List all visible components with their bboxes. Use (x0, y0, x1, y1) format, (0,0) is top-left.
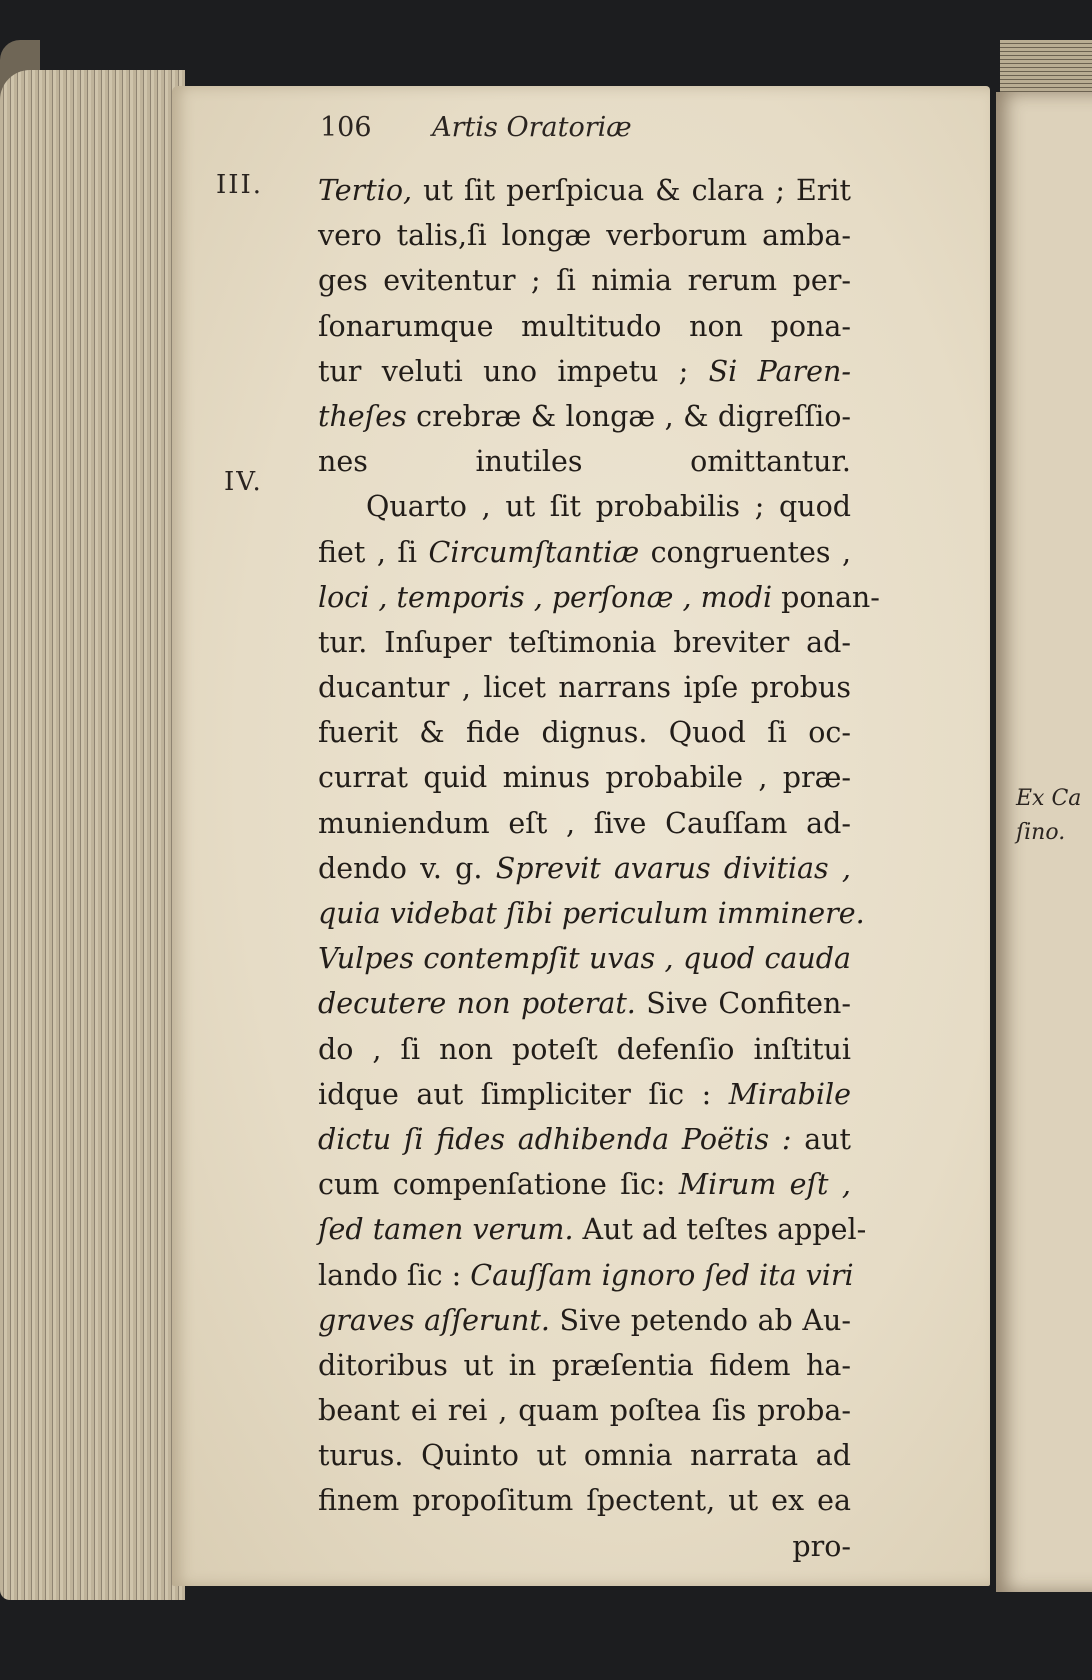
roman-text: currat quid minus probabile , præ- (318, 761, 851, 795)
roman-text: ditoribus ut in præſentia fidem ha- (318, 1348, 851, 1382)
margin-note (1016, 782, 1081, 850)
italic-text: Tertio, (318, 174, 413, 207)
margin-note-line: Ex Ca (1016, 786, 1082, 811)
roman-text: tur. Inſuper teſtimonia breviter ad- (318, 625, 851, 659)
text-line (318, 936, 851, 981)
roman-text: congruentes , (639, 535, 852, 569)
text-line (318, 1072, 851, 1117)
text-line (318, 1343, 851, 1388)
italic-text: dictu ſi fides adhibenda Poëtis : (318, 1122, 792, 1156)
roman-text: ducantur , licet narrans ipſe probus (318, 671, 851, 705)
text-line (318, 1524, 851, 1569)
text-line (318, 1298, 851, 1343)
italic-text: Circumſtantiæ (428, 535, 640, 569)
roman-text: idque aut ſimpliciter ſic : (318, 1077, 729, 1111)
page-number: 106 (320, 112, 372, 143)
text-line (318, 484, 851, 529)
text-line (318, 620, 851, 665)
text-line (318, 981, 851, 1026)
text-line (318, 168, 851, 213)
text-line (318, 304, 851, 349)
text-line (318, 846, 851, 891)
right-page-edges (1000, 40, 1092, 95)
section-mark-iii: III. (216, 170, 264, 200)
text-line (318, 1253, 854, 1298)
roman-text: finem propoſitum ſpectent, ut ex ea (318, 1484, 851, 1518)
roman-text: muniendum eſt , ſive Cauſſam ad- (318, 806, 851, 840)
italic-text: Mirabile (728, 1077, 851, 1111)
section-mark-iv: IV. (224, 467, 263, 497)
roman-text: vero talis,ſi longæ verborum amba- (318, 219, 851, 253)
roman-text: do , ſi non poteſt defenſio inſtitui (318, 1032, 851, 1066)
roman-text: beant ei rei , quam poſtea ſis proba- (318, 1394, 851, 1428)
text-line (318, 575, 880, 620)
text-line (318, 801, 851, 846)
text-line (318, 1117, 851, 1162)
body-text (318, 168, 880, 1569)
italic-text: Cauſſam ignoro ſed ita viri (470, 1258, 854, 1292)
roman-text: aut (791, 1122, 852, 1156)
text-line (318, 1027, 851, 1072)
roman-text: turus. Quinto ut omnia narrata ad (318, 1439, 851, 1473)
roman-text: ponan- (772, 580, 880, 614)
text-line (318, 349, 851, 394)
text-line (318, 710, 851, 755)
page-edges (0, 70, 185, 1600)
roman-text: dendo v. g. (318, 851, 496, 885)
roman-text: nes inutiles omittantur. (318, 445, 851, 479)
roman-text: cum compenſatione ſic: (318, 1168, 679, 1202)
roman-text: Sive petendo ab Au- (549, 1303, 851, 1337)
roman-text: Sive Confiten- (635, 987, 851, 1021)
italic-text: quia videbat ſibi periculum imminere. (318, 897, 865, 930)
text-line (318, 394, 851, 439)
running-title: Artis Oratoriæ (432, 112, 632, 143)
italic-text: Sprevit avarus divitias , (495, 851, 851, 885)
text-line (318, 1162, 851, 1207)
roman-text: Quarto , ut ſit probabilis ; quod (366, 490, 851, 524)
roman-text: fiet , ſi (318, 535, 429, 569)
text-line (318, 1433, 851, 1478)
margin-note-line: ſino. (1016, 820, 1066, 845)
roman-text: pro- (792, 1529, 851, 1563)
text-line (318, 755, 851, 800)
text-line (318, 213, 851, 258)
roman-text: ut ſit perſpicua & clara ; Erit (412, 174, 851, 207)
italic-text: decutere non poterat. (318, 987, 636, 1021)
text-line (318, 1388, 851, 1433)
italic-text: loci , temporis , perſonæ , modi (318, 580, 773, 614)
roman-text: fuerit & fide dignus. Quod ſi oc- (318, 716, 851, 750)
roman-text: crebræ & longæ , & digreſſio- (406, 399, 851, 433)
text-line (318, 258, 851, 303)
roman-text: ges evitentur ; ſi nimia rerum per- (318, 264, 851, 298)
text-line (318, 1207, 867, 1252)
text-line (318, 891, 865, 936)
running-header (320, 112, 632, 143)
italic-text: Si Paren- (708, 354, 851, 388)
roman-text: lando ſic : (318, 1258, 471, 1292)
text-line (318, 665, 851, 710)
roman-text: Aut ad teſtes appel- (573, 1213, 867, 1247)
italic-text: graves aſſerunt. (318, 1303, 550, 1337)
roman-text: ſonarumque multitudo non pona- (318, 309, 851, 343)
italic-text: Vulpes contempſit uvas , quod cauda (318, 942, 851, 976)
italic-text: Mirum eſt , (678, 1168, 851, 1202)
italic-text: ſed tamen verum. (318, 1213, 574, 1247)
text-line (318, 439, 851, 484)
roman-text: tur veluti uno impetu ; (318, 354, 709, 388)
text-line (318, 1478, 851, 1523)
text-line (318, 530, 851, 575)
italic-text: theſes (318, 399, 407, 433)
